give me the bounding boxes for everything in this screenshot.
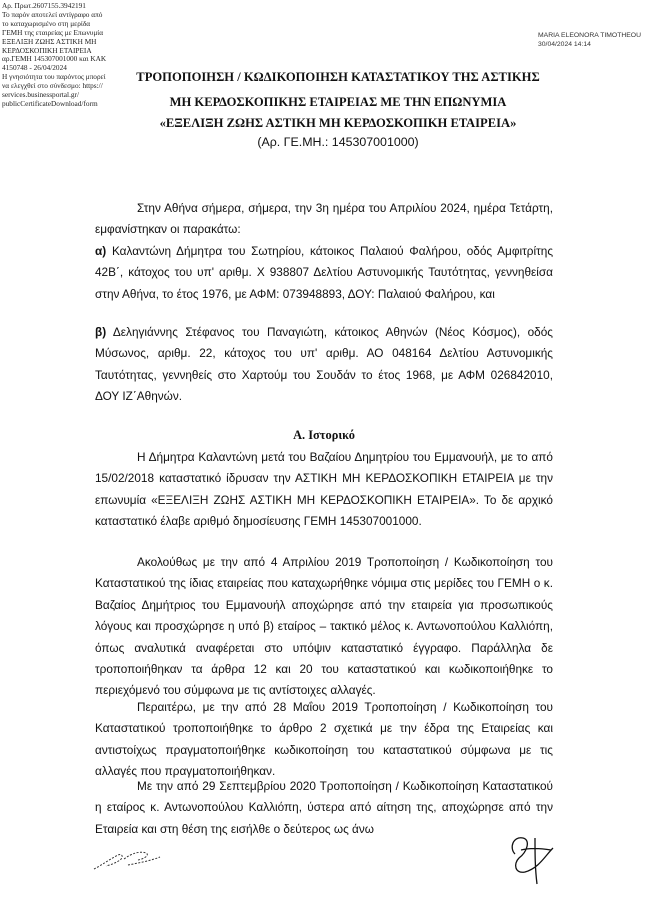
document-title-line-2: ΜΗ ΚΕΡΔΟΣΚΟΠΙΚΗΣ ΕΤΑΙΡΕΙΑΣ ΜΕ ΤΗΝ ΕΠΩΝΥΜΙΑ (169, 95, 507, 109)
section-heading-history: Α. Ιστορικό (293, 428, 355, 442)
gemi-registration-number: (Αρ. ΓΕ.ΜΗ.: 145307001000) (257, 135, 419, 149)
signature-datetime: 30/04/2024 14:14 (538, 40, 591, 48)
history-paragraph-1: Η Δήμητρα Καλαντώνη μετά του Βαζαίου Δημητρίου του Εμμανουήλ, με το από 15/02/2018 καταστατικό ίδρυσαν την ΑΣΤΙΚΗ ΜΗ ΚΕΡΔΟΣΚΟΠΙΚΗ ΕΤΑΙΡΕΙΑ με την επωνυμία «ΕΞΕΛΙΞΗ ΖΩΗΣ ΑΣΤΙΚΗ ΜΗ ΚΕΡΔΟΣΚΟΠΙΚΗ ΕΤΑΙΡΕΙΑ». Το δε αρχικό καταστατικό έλαβε αριθμό δημοσίευσης ΓΕΜΗ 145307001000. (95, 450, 553, 529)
history-paragraph-3: Περαιτέρω, με την από 28 Μαΐου 2019 Τροποποίηση / Κωδικοποίηση του Καταστατικού τροποποιήθηκε το άρθρο 2 σχετικά με την έδρα της Εταιρείας και αντιστοίχως πραγματοποιήθηκε κωδικοποίηση του καταστατικού σύμφωνα με τις αλλαγές που πραγματοποιήθηκαν. (95, 700, 553, 779)
digital-signature-stamp (538, 32, 641, 49)
signature-left (88, 835, 168, 880)
party-a-text: Καλαντώνη Δήμητρα του Σωτηρίου, κάτοικος Παλαιού Φαλήρου, οδός Αμφιτρίτης 42Β΄, κάτοχος του υπ' αριθμ. Χ 938807 Δελτίου Αστυνομικής Ταυτότητας, γεννηθείσα στην Αθήνα, το έτος 1976, με ΑΦΜ: 073948893, ΔΟΥ: Παλαιού Φαλήρου, και (95, 244, 554, 301)
party-b-paragraph (95, 322, 553, 408)
party-b-marker: β) (95, 325, 107, 339)
history-paragraph-2: Ακολούθως με την από 4 Απριλίου 2019 Τροποποίηση / Κωδικοποίηση του Καταστατικού της ίδιας εταιρείας που καταχωρήθηκε νόμιμα στις μερίδες του ΓΕΜΗ ο κ. Βαζαίος Δημήτριος του Εμμανουήλ αποχώρησε από την εταιρεία για προσωπικούς λόγους και προσχώρησε η υπό β) εταίρος – τακτικό μέλος κ. Αντωνοπούλου Καλλιόπη, όπως αναλυτικά αναφέρεται στο υπόψιν καταστατικό έγγραφο. Παράλληλα δε τροποποιήθηκαν τα άρθρα 12 και 20 του καταστατικού και κωδικοποιήθηκε το περιεχόμενό του σύμφωνα με τις αντίστοιχες αλλαγές. (95, 555, 553, 698)
party-b-text: Δεληγιάννης Στέφανος του Παναγιώτη, κάτοικος Αθηνών (Νέος Κόσμος), οδός Μύσωνος, αριθμ. 22, κάτοχος του υπ' αριθμ. ΑΟ 048164 Δελτίου Αστυνομικής Ταυτότητας, γεννηθείς στο Χαρτούμ του Σουδάν το έτος 1968, με ΑΦΜ 026842010, ΔΟΥ ΙΖ΄Αθηνών. (95, 325, 553, 404)
signer-name: MARIA ELEONORA TIMOTHEOU (538, 32, 641, 39)
party-a-marker: α) (95, 244, 107, 258)
intro-paragraph: Στην Αθήνα σήμερα, σήμερα, την 3η ημέρα του Απριλίου 2024, ημέρα Τετάρτη, εμφανίστηκαν οι παρακάτω: (95, 201, 553, 237)
document-title-line-1: ΤΡΟΠΟΠΟΙΗΣΗ / ΚΩΔΙΚΟΠΟΙΗΣΗ ΚΑΤΑΣΤΑΤΙΚΟΥ ΤΗΣ ΑΣΤΙΚΗΣ (136, 70, 540, 84)
document-title-line-3: «ΕΞΕΛΙΞΗ ΖΩΗΣ ΑΣΤΙΚΗ ΜΗ ΚΕΡΔΟΣΚΟΠΙΚΗ ΕΤΑΙΡΕΙΑ» (159, 116, 517, 130)
party-a-paragraph (95, 241, 553, 305)
history-paragraph-4: Με την από 29 Σεπτεμβρίου 2020 Τροποποίηση / Κωδικοποίηση Καταστατικού η εταίρος κ. Αντωνοπούλου Καλλιόπη, ύστερα από αίτηση της, αποχώρησε από την Εταιρεία και στη θέση της εισήλθε ο δεύτερος ως άνω (95, 779, 553, 836)
registry-copy-stamp: Αρ. Πρωτ.2607155.3942191 Το παρόν αποτελεί αντίγραφο από το καταχωρισμένο στη μερίδα ΓΕΜΗ της εταιρείας με Επωνυμία ΕΞΕΛΙΞΗ ΖΩΗΣ ΑΣΤΙΚΗ ΜΗ ΚΕΡΔΟΣΚΟΠΙΚΗ ΕΤΑΙΡΕΙΑ αρ.ΓΕΜΗ 145307001000 και ΚΑΚ 4150748 - 26/04/2024 Η γνησιότητα του παρόντος μπορεί να ελεγχθεί στο σύνδεσμο: https:// services.businessportal.gr/ publicCertificateDownload/form (2, 1, 107, 108)
signature-right (495, 818, 567, 888)
